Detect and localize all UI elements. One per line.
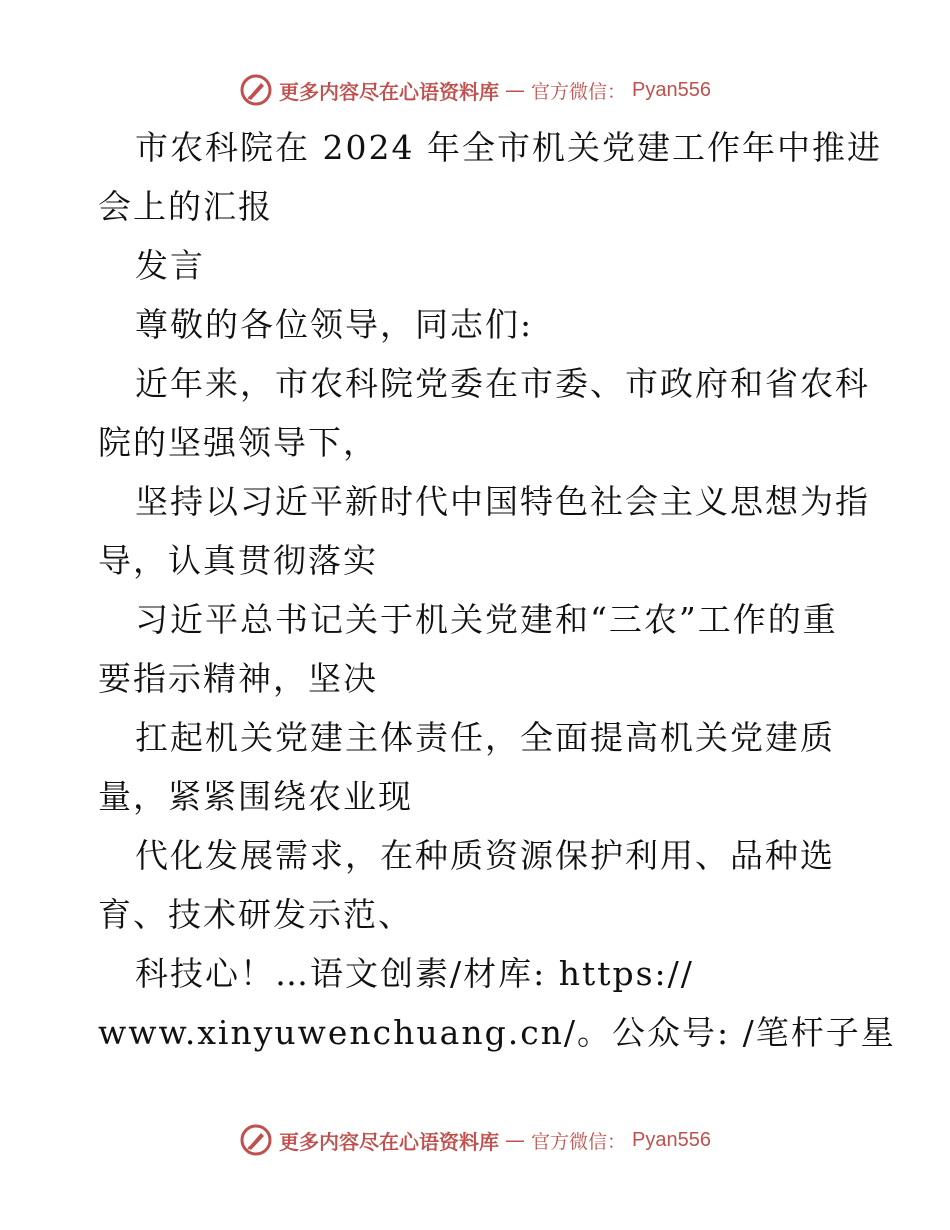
paragraph-line: 量，紧紧围绕农业现 xyxy=(98,777,413,816)
banner-wechat-id: Pyan556 xyxy=(632,1128,711,1151)
document-body xyxy=(98,118,896,1062)
paragraph-line: 院的坚强领导下， xyxy=(98,423,378,462)
paragraph-line: 导，认真贯彻落实 xyxy=(98,541,378,580)
banner-title: 更多内容尽在心语资料库 xyxy=(279,1129,499,1154)
title-line-2: 会上的汇报 xyxy=(98,187,273,226)
paragraph-line: 代化发展需求，在种质资源保护利用、品种选 xyxy=(135,836,835,875)
paragraph-line: www.xinyuwenchuang.cn/。公众号: /笔杆子星 xyxy=(98,1013,896,1052)
paragraph-line: 扛起机关党建主体责任，全面提高机关党建质 xyxy=(135,718,835,757)
banner-wechat-label: 官方微信： xyxy=(531,1130,627,1153)
paragraph-line: 要指示精神，坚决 xyxy=(98,659,378,698)
paragraph-line: 育、技术研发示范、 xyxy=(98,895,413,934)
paragraph-line: 习近平总书记关于机关党建和“三农”工作的重 xyxy=(135,600,838,639)
header-banner xyxy=(0,70,950,110)
banner-wechat-id: Pyan556 xyxy=(632,78,711,101)
banner-title: 更多内容尽在心语资料库 xyxy=(279,79,499,104)
banner-dash: — xyxy=(505,78,525,102)
salutation: 尊敬的各位领导，同志们: xyxy=(135,305,534,344)
banner-wechat-label: 官方微信： xyxy=(531,80,627,103)
paragraph-line: 坚持以习近平新时代中国特色社会主义思想为指 xyxy=(135,482,870,521)
title-line-3: 发言 xyxy=(135,246,205,285)
paragraph-line: 科技心！…语文创素/材库: https:// xyxy=(135,954,694,993)
banner-dash: — xyxy=(505,1128,525,1152)
title-line-1: 市农科院在 2024 年全市机关党建工作年中推进 xyxy=(135,128,882,167)
pen-logo-icon xyxy=(239,73,273,107)
pen-logo-icon xyxy=(239,1123,273,1157)
footer-banner xyxy=(0,1120,950,1160)
paragraph-line: 近年来，市农科院党委在市委、市政府和省农科 xyxy=(135,364,870,403)
